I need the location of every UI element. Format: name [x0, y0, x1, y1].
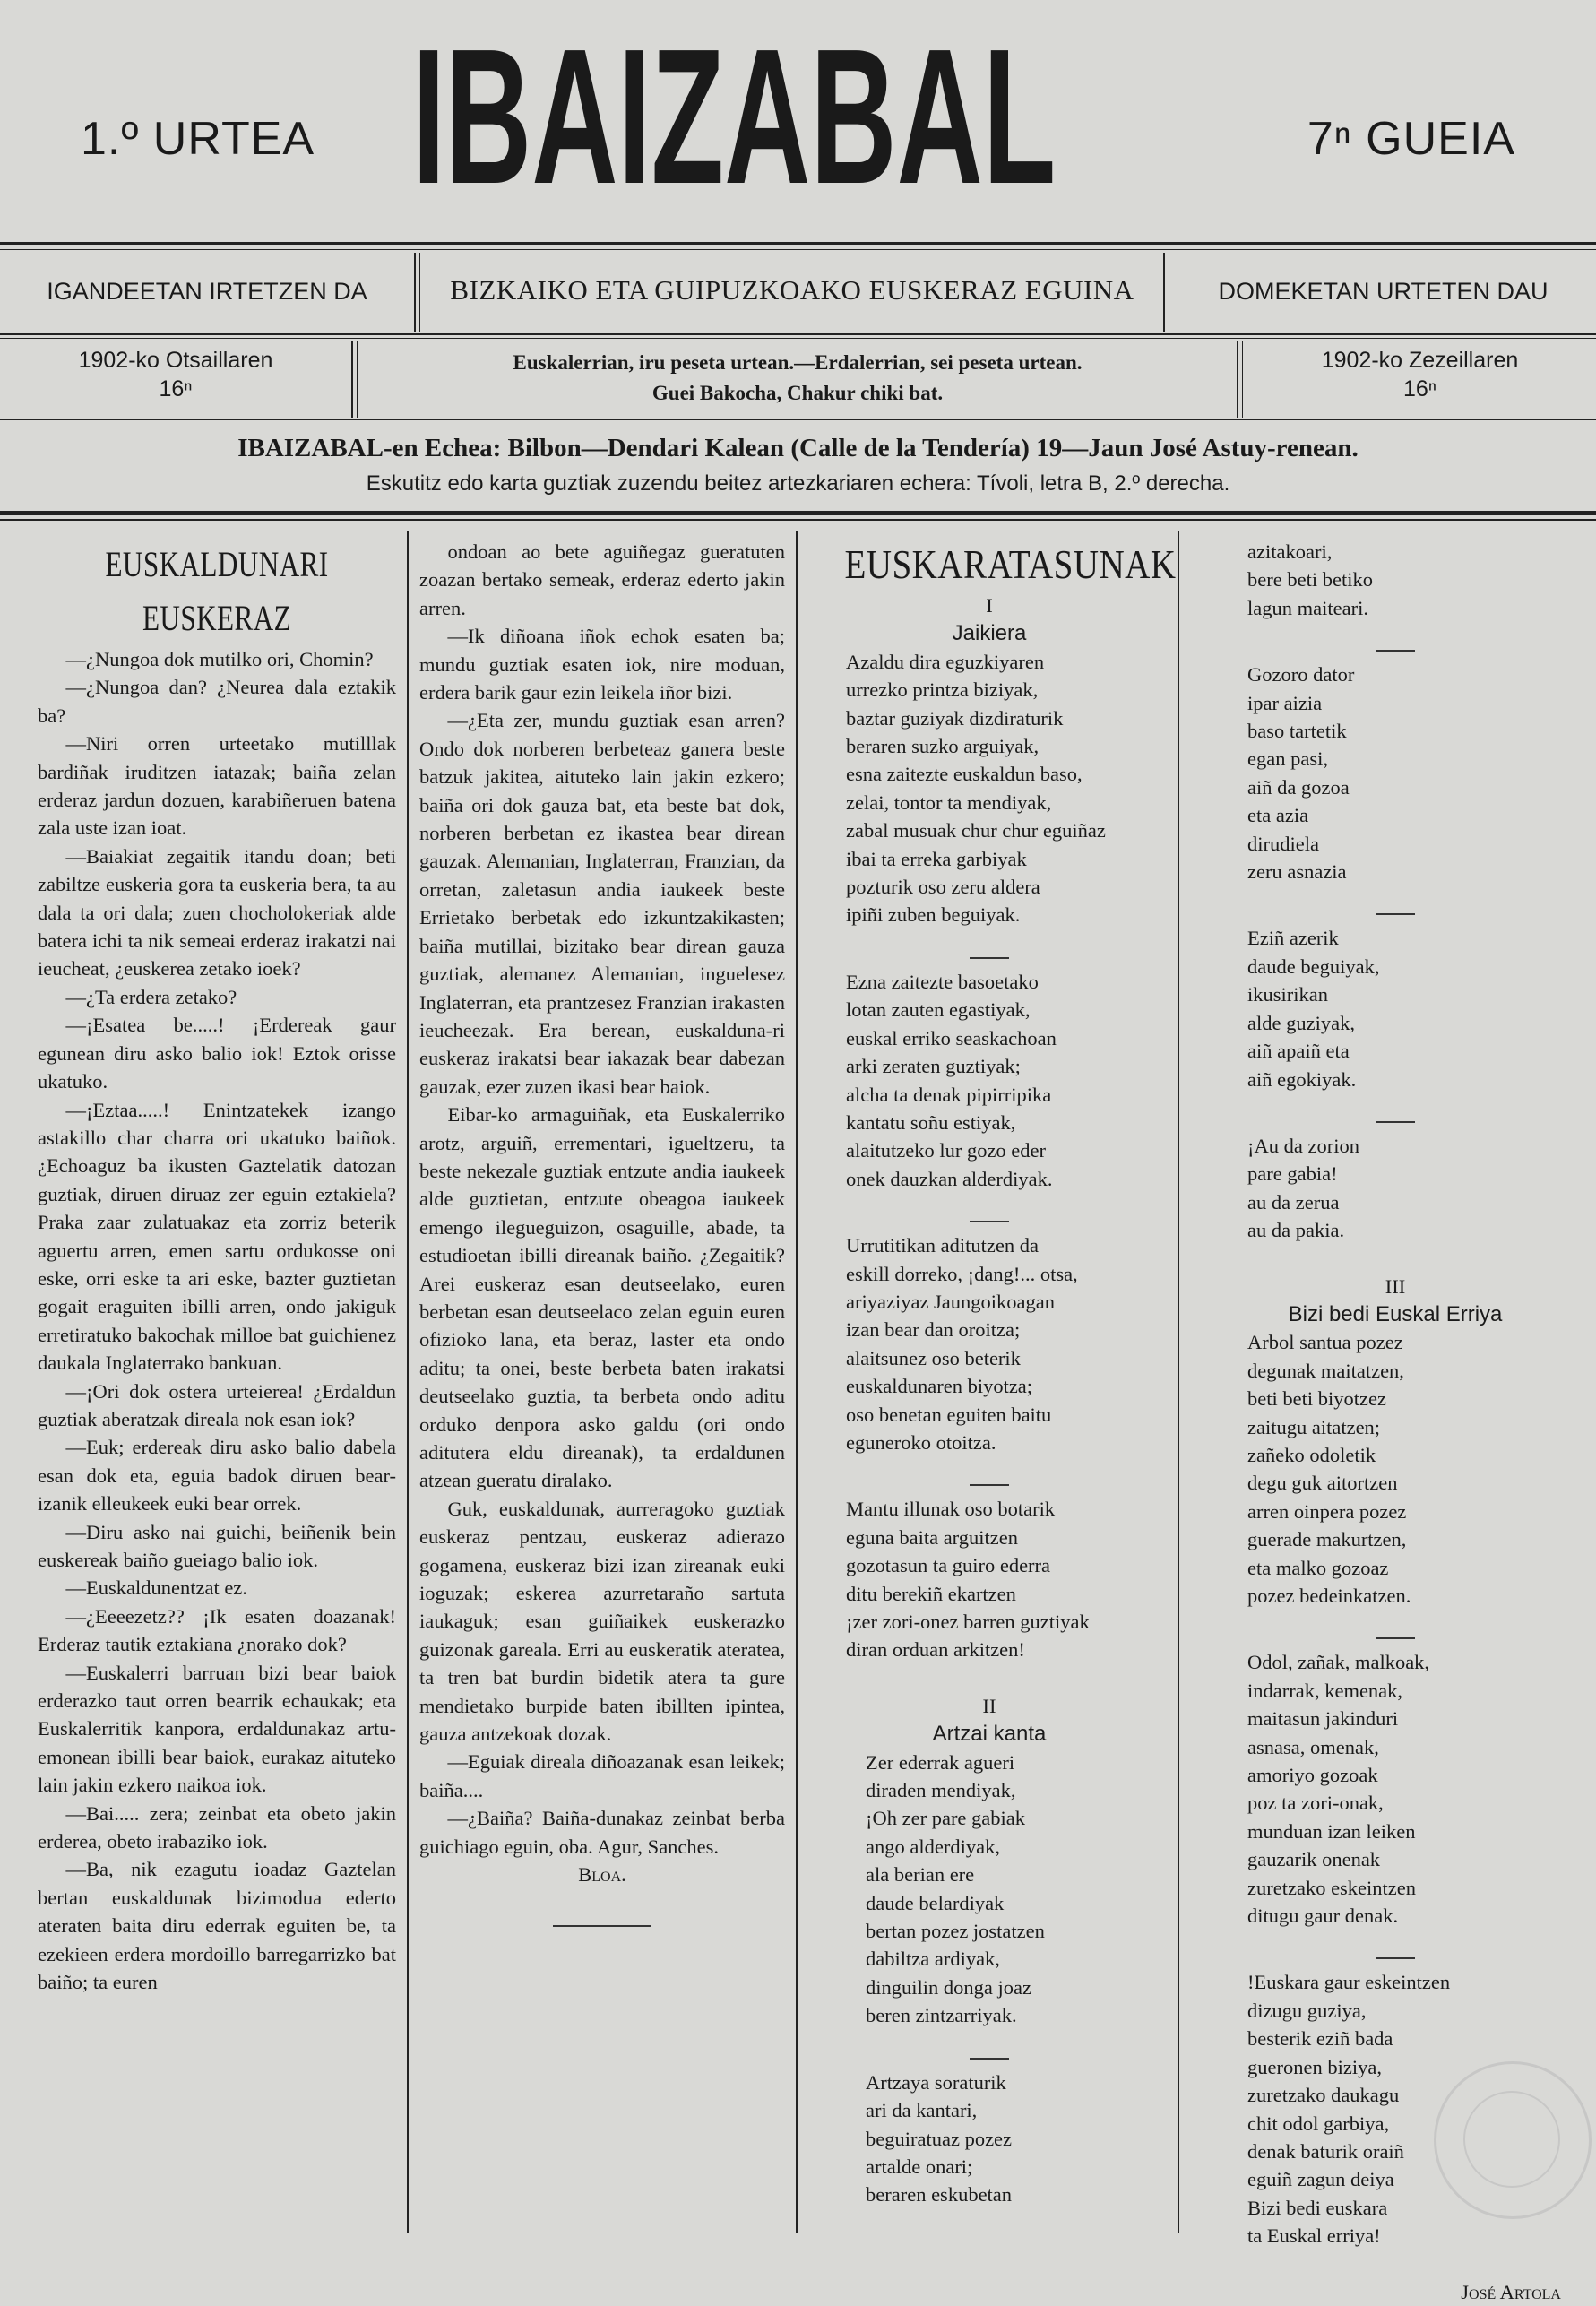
stanza-divider: [1376, 1637, 1415, 1639]
verse-line: guerade makurtzen,: [1247, 1528, 1407, 1551]
verse-line: artalde onari;: [866, 2155, 973, 2178]
date-right-line2: 16ⁿ: [1403, 376, 1436, 402]
verse-line: ditu berekiñ ekartzen: [846, 1582, 1016, 1605]
section-title: Bizi bedi Euskal Erriya: [1288, 1301, 1503, 1326]
article-end-rule: [553, 1925, 651, 1927]
paragraph: —Niri orren urteetako mutilllak bardiñak iruditzen iatazak; baiña zelan erderaz jardun dozuen, karabiñeruen batena zala uste izan ioat.: [38, 732, 396, 840]
verse-line: pozez bedeinkatzen.: [1247, 1585, 1411, 1607]
verse-line: besterik eziñ bada: [1247, 2027, 1393, 2051]
poem-continued: [1221, 538, 1570, 2306]
stanza-divider: [1376, 913, 1415, 915]
address-rule-thin: [0, 519, 1596, 521]
verse-line: poz ta zori-onak,: [1247, 1792, 1384, 1815]
verse-line: beraren eskubetan: [866, 2183, 1013, 2207]
office-address: IBAIZABAL-en Echea: Bilbon—Dendari Kalean (Calle de la Tendería) 19—Jaun José Astuy-renean.: [237, 434, 1359, 462]
dates-divider: [351, 341, 353, 418]
verse-line: alde guziyak,: [1247, 1011, 1355, 1034]
verse-line: eguna baita arguitzen: [846, 1525, 1018, 1549]
stanza: [1221, 1328, 1570, 1610]
section-numeral: I: [986, 594, 993, 617]
stanza: [819, 648, 1160, 929]
verse-line: baztar guziyak dizdiraturik: [846, 706, 1064, 730]
dates-divider: [357, 341, 358, 418]
dates-rule: [0, 419, 1596, 420]
address-rule: [0, 511, 1596, 515]
paragraph: —¿Nungoa dan? ¿Neurea dala eztakik ba?: [38, 676, 396, 727]
stanza-divider: [1376, 1957, 1415, 1959]
verse-line: aiñ egokiyak.: [1247, 1067, 1357, 1091]
verse-line: ala berian ere: [866, 1863, 975, 1887]
verse-line: bertan pozez jostatzen: [866, 1920, 1045, 1943]
dates-divider: [1237, 341, 1238, 418]
section-numeral: II: [982, 1694, 996, 1717]
poem-signature: José Artola: [1461, 2280, 1561, 2303]
section-numeral: III: [1385, 1274, 1406, 1298]
band-divider: [414, 253, 416, 332]
verse-line: Ezna zaitezte basoetako: [846, 970, 1039, 993]
stanza: [1221, 924, 1570, 1093]
paragraph: ondoan ao bete aguiñegaz gueratuten zoazan bertako semeak, erderaz ederto jakin arren.: [419, 540, 785, 619]
verse-line: !Euskara gaur eskeintzen: [1247, 1971, 1451, 1994]
verse-line: arki zeraten guztiyak;: [846, 1055, 1021, 1078]
masthead-rule-thin: [0, 249, 1596, 250]
title-letter: A: [531, 8, 618, 224]
article-signature: Bloa.: [578, 1863, 626, 1887]
band-rule: [0, 333, 1596, 335]
column-divider: [796, 531, 798, 2233]
paragraph: Eibar-ko armaguiñak, eta Euskalerriko arotz, arguiñ, errementari, igueltzeru, ta beste nekezale guztiak entzute andia iaukeek alde guztietan, entzute obeagoa iaukeek emengo ilegueguizon, osaguille, abade, ta estudioetan ibilli direanak baiño. ¿Zegaitik? Arei euskeraz esan deutseelako, euren berbetan esan deutseelaco zelan eguin euren ofizioko lana, eta beraz, laster eta ondo aditu; ta onei, beste berbeta baten irakatsi deutseelako guztia, ta berbeta ondo aditu orduko denpora asko galdu (ori ondo aditutera eldu direanak), ta erdaldunen atzean gueratu diralako.: [419, 1103, 785, 1492]
section-title: Artzai kanta: [932, 1722, 1047, 1747]
verse-line: chit odol garbiya,: [1247, 2112, 1390, 2135]
poem-part: [1221, 538, 1570, 1245]
verse-line: amoriyo gozoak: [1247, 1764, 1378, 1787]
verse-line: beraren suzko arguiyak,: [846, 735, 1040, 758]
masthead-rule: [0, 242, 1596, 245]
stanza-divider: [970, 2058, 1009, 2060]
verse-line: degu guk aitortzen: [1247, 1472, 1398, 1495]
verse-line: zeru asnazia: [1247, 860, 1347, 884]
stanza: [819, 2068, 1160, 2209]
stanza: [819, 968, 1160, 1193]
verse-line: gueronen biziya,: [1247, 2055, 1382, 2078]
verse-line: zabal musuak chur chur eguiñaz: [846, 819, 1106, 842]
column-divider: [1178, 531, 1179, 2233]
stanza-divider: [970, 1484, 1009, 1486]
verse-line: asnasa, omenak,: [1247, 1735, 1379, 1758]
verse-line: Arbol santua pozez: [1247, 1331, 1403, 1354]
paragraph: —Euk; erdereak diru asko balio dabela esan dok eta, eguia badok diruen bear-izanik elleukeek euki bear orrek.: [38, 1436, 396, 1516]
article-body: [38, 645, 396, 1997]
stanza: [819, 1495, 1160, 1663]
verse-line: ikusirikan: [1247, 983, 1328, 1006]
verse-line: Artzaya soraturik: [866, 2070, 1006, 2094]
verse-line: lotan zauten egastiyak,: [846, 998, 1031, 1022]
verse-line: alcha ta denak pipirripika: [846, 1083, 1052, 1106]
publication-subtitle: BIZKAIKO ETA GUIPUZKOAKO EUSKERAZ EGUINA: [450, 274, 1134, 306]
verse-line: zaitugu aitatzen;: [1247, 1415, 1381, 1438]
title-letter: Z: [651, 8, 725, 224]
verse-line: aiñ apaiñ eta: [1247, 1040, 1350, 1063]
paragraph: —Ik diñoana iñok echok esaten ba; mundu guztiak esaten iok, nire moduan, erdera barik gaur ezin leikela iñor bizi.: [419, 625, 785, 704]
verse-line: Urrutitikan aditutzen da: [846, 1234, 1039, 1257]
newspaper-title: [412, 8, 1057, 224]
verse-line: beti beti biyotzez: [1247, 1387, 1386, 1411]
publication-day-basque-1: IGANDEETAN IRTETZEN DA: [47, 278, 367, 305]
date-left-line1: 1902-ko Otsaillaren: [78, 348, 273, 373]
paragraph: —Ba, nik ezagutu ioadaz Gaztelan bertan euskaldunak bizimodua ederto ateraten baita diru ederrak eguiten be, ta ezekieen erdera mordoillo barregarrizko bat baiño; ta euren: [38, 1858, 396, 1994]
date-right: [1244, 346, 1596, 403]
verse-line: esna zaitezte euskaldun baso,: [846, 763, 1083, 786]
paragraph: —Euskalerri barruan bizi bear baiok erderazko taut orren bearrik echaukak; eta Euskalerritik kanpora, erdaldunakaz artu-emonean ibilli bear baiok, eurakaz aituteko lain jakin ezkero naikoa iok.: [38, 1661, 396, 1797]
verse-line: zuretzako eskeintzen: [1247, 1876, 1417, 1899]
verse-line: Zer ederrak agueri: [866, 1750, 1015, 1774]
verse-line: pare gabia!: [1247, 1162, 1338, 1186]
paragraph: —¿Nungoa dok mutilko ori, Chomin?: [65, 648, 374, 670]
stanza: [819, 1749, 1160, 2030]
verse-line: Gozoro dator: [1247, 663, 1355, 687]
verse-line: arren oinpera pozez: [1247, 1499, 1407, 1523]
verse-line: maitasun jakinduri: [1247, 1707, 1399, 1731]
title-letter: L: [982, 8, 1057, 224]
paragraph: —¡Eztaa.....! Enintzatekek izango astakillo char charra ori ukatuko baiñok. ¿Echoaguz ba ikusten Gaztelatik datozan guztiak, diruen diruaz zer eguin eztakiela? Praka zaar zulatuakaz eta zorriz beterik aguertu arren, emen sartu ordukosse oni eske, orri eske ta ari eske, bazter guztietan gogait eraguiten ibilli arren, ondo jakiguk erretiratuko bakochak milloe bat guichienez daukala Inglaterrako bankuan.: [38, 1098, 396, 1375]
dates-divider: [1242, 341, 1243, 418]
subscription-info: [358, 348, 1237, 409]
library-stamp: [1434, 2061, 1592, 2219]
title-letter: B: [810, 8, 897, 224]
verse-line: diran orduan arkitzen!: [846, 1638, 1025, 1662]
verse-line: eguneroko otoitza.: [846, 1430, 996, 1454]
verse-line: eskill dorreko, ¡dang!... otsa,: [846, 1262, 1078, 1285]
paragraph: —¿Eta zer, mundu guztiak esan arren? Ondo dok norberen berbeteaz ganera beste batzuk jakitea, aituteko lain jakin ezkero; baiña ori dok gauza bat, eta beste bat dok, norberen berbetan ez ikastea bear direan gauzak. Alemanian, Inglaterran, Franzian, da orretan, zaletasun andia iaukeek beste Errietako berbetak edo izkuntzakikasten; baiña mutillai, bizitako bear direan gauza guztiak, alemanez Alemanian, inguelesez Inglaterran, eta prantzesez Franzian irakasten ieucheezak. Era berean, euskalduna-ri euskeraz irakatsi bear iakazak bear dabezan gauzak, ezer zuzen ikasi bear baiok.: [419, 709, 785, 1098]
poem-part: [819, 648, 1160, 1664]
year-label: 1.º URTEA: [81, 113, 315, 165]
article-heading: EUSKALDUNARI EUSKERAZ: [105, 544, 329, 638]
paragraph: —¿Eeeezetz?? ¡Ik esaten doazanak! Erderaz tautik eztakiana ¿norako dok?: [38, 1604, 396, 1656]
band-rule-thin: [0, 338, 1596, 339]
paragraph: —¡Esatea be.....! ¡Erdereak gaur egunean diru asko balio iok! Eztok orisse ukatuko.: [38, 1014, 396, 1093]
subscription-line2: Guei Bakocha, Chakur chiki bat.: [651, 382, 944, 404]
stanza: [1221, 538, 1570, 622]
verse-line: lagun maiteari.: [1247, 596, 1368, 619]
stanza: [1221, 661, 1570, 885]
correspondence-note: Eskutitz edo karta guztiak zuzendu beitez artezkariaren echera: Tívoli, letra B, 2.º derecha.: [366, 471, 1230, 496]
verse-line: indarrak, kemenak,: [1247, 1679, 1403, 1702]
verse-line: ¡zer zori-onez barren guztiyak: [846, 1611, 1090, 1633]
poem-heading: EUSKARATASUNAK: [844, 541, 1177, 587]
verse-line: diraden mendiyak,: [866, 1779, 1016, 1802]
verse-line: ipiñi zuben beguiyak.: [846, 903, 1021, 927]
verse-line: dirudiela: [1247, 832, 1319, 855]
verse-line: zelai, tontor ta mendiyak,: [846, 790, 1052, 814]
paragraph: Guk, euskaldunak, aurreragoko guztiak euskeraz pentzau, euskeraz adierazo gogamena, euskeraz bizi izan zireanak euki ioguzak; eskerea azurretaraño sartuta iaukaguk; esan guiñaikek euskerazko guizonak gareala. Erri au euskeratik ateratea, ta tren bat burdin bidetik atera ta gure mendietako burpide baten ibillten ipintea, gauza antzekoak dozak.: [419, 1497, 785, 1746]
verse-line: bere beti betiko: [1247, 568, 1373, 592]
verse-line: Odol, zañak, malkoak,: [1247, 1651, 1430, 1674]
paragraph: —Baiakiat zegaitik itandu doan; beti zabiltze euskeria gora ta euskeria bera, ta au dala ta ori dala; zuen chocholokeriak alde batera ichi ta nik semeai erderaz irakatzi nai ieucheat, ¿euskerea zetako ioek?: [38, 844, 396, 980]
verse-line: beren zintzarriyak.: [866, 2004, 1017, 2027]
article-euskaldunari: [38, 538, 396, 1997]
verse-line: ¡Oh zer pare gabiak: [866, 1807, 1026, 1830]
title-letter: B: [445, 8, 532, 224]
verse-line: au da zerua: [1247, 1190, 1340, 1213]
verse-line: gauzarik onenak: [1247, 1848, 1381, 1871]
verse-line: dizugu guziya,: [1247, 1999, 1367, 2022]
paragraph: —Bai..... zera; zeinbat eta obeto jakin erderea, obeto irabaziko iok.: [38, 1801, 396, 1853]
publication-day-basque-2: DOMEKETAN URTETEN DAU: [1218, 278, 1549, 305]
verse-line: onek dauzkan alderdiyak.: [846, 1167, 1053, 1190]
verse-line: zañeko odoletik: [1247, 1443, 1376, 1466]
verse-line: gozotasun ta guiro ederra: [846, 1554, 1051, 1577]
title-letter: A: [896, 8, 983, 224]
verse-line: munduan izan leiken: [1247, 1819, 1416, 1843]
column-divider: [407, 531, 409, 2233]
verse-line: aiñ da gozoa: [1247, 775, 1350, 799]
verse-line: zuretzako daukagu: [1247, 2084, 1400, 2107]
poem-euskaratasunak: [819, 538, 1177, 2237]
stanza-divider: [1376, 1121, 1415, 1123]
verse-line: euskal erriko seaskachoan: [846, 1026, 1057, 1049]
verse-line: Mantu illunak oso botarik: [846, 1498, 1056, 1521]
verse-line: denak baturik oraiñ: [1247, 2139, 1404, 2163]
verse-line: degunak maitatzen,: [1247, 1359, 1404, 1382]
stanza-divider: [1376, 650, 1415, 652]
stanza: [819, 1231, 1160, 1456]
title-letter: A: [724, 8, 811, 224]
verse-line: beguiratuaz pozez: [866, 2127, 1013, 2150]
verse-line: au da pakia.: [1247, 1219, 1345, 1242]
verse-line: Bizi bedi euskara: [1247, 2196, 1388, 2219]
date-left: [0, 346, 351, 403]
verse-line: ¡Au da zorion: [1247, 1134, 1359, 1157]
band-divider: [419, 253, 420, 332]
poem-part: [819, 1749, 1160, 2209]
stanza: [1221, 1132, 1570, 1245]
verse-line: alaitsunez oso beterik: [846, 1346, 1021, 1369]
verse-line: egan pasi,: [1247, 747, 1328, 771]
verse-line: ipar aizia: [1247, 691, 1323, 714]
band-divider: [1163, 253, 1165, 332]
date-right-line1: 1902-ko Zezeillaren: [1321, 348, 1519, 373]
verse-line: azitakoari,: [1247, 540, 1333, 563]
verse-line: Eziñ azerik: [1247, 927, 1339, 950]
stanza-divider: [970, 1221, 1009, 1222]
article-body: [419, 538, 785, 1861]
issue-label: 7ⁿ GUEIA: [1307, 113, 1515, 165]
verse-line: daude belardiyak: [866, 1891, 1005, 1914]
verse-line: alaitutzeko lur gozo eder: [846, 1139, 1047, 1162]
paragraph: —Eguiak direala diñoazanak esan leikek; baiña....: [419, 1750, 785, 1801]
paragraph: —¿Baiña? Baiña-dunakaz zeinbat berba guichiago eguin, oba. Agur, Sanches.: [419, 1807, 785, 1858]
paragraph: —Euskaldunentzat ez.: [65, 1576, 247, 1600]
verse-line: dabiltza ardiyak,: [866, 1948, 1000, 1971]
stanza: [1221, 1648, 1570, 1930]
verse-line: ari da kantari,: [866, 2099, 978, 2122]
verse-line: baso tartetik: [1247, 720, 1347, 743]
paragraph: —Diru asko nai guichi, beiñenik bein euskereak baiño gueiago balio iok.: [38, 1520, 396, 1571]
verse-line: eta malko gozoaz: [1247, 1556, 1389, 1579]
verse-line: pozturik oso zeru aldera: [846, 876, 1040, 899]
verse-line: eguiñ zagun deiya: [1247, 2168, 1394, 2191]
verse-line: oso benetan eguiten baitu: [846, 1403, 1052, 1426]
verse-line: euskaldunaren biyotza;: [846, 1375, 1033, 1398]
stanza-divider: [970, 957, 1009, 959]
section-title: Jaikiera: [952, 621, 1027, 646]
verse-line: ditugu gaur denak.: [1247, 1904, 1399, 1928]
verse-line: Azaldu dira eguzkiyaren: [846, 650, 1045, 673]
verse-line: eta azia: [1247, 804, 1309, 827]
verse-line: ibai ta erreka garbiyak: [846, 847, 1027, 870]
title-letter: I: [412, 8, 446, 224]
article-euskaldunari-continued: [419, 538, 785, 1927]
paragraph: —¡Ori dok ostera urteierea! ¿Erdaldun guztiak aberatzak direala nok esan iok?: [38, 1379, 396, 1430]
subscription-line1: Euskalerrian, iru peseta urtean.—Erdalerrian, sei peseta urtean.: [513, 351, 1083, 374]
verse-line: ta Euskal erriya!: [1247, 2224, 1381, 2248]
verse-line: izan bear dan oroitza;: [846, 1318, 1021, 1342]
date-left-line2: 16ⁿ: [159, 376, 193, 402]
verse-line: ango alderdiyak,: [866, 1835, 1000, 1858]
verse-line: ariyaziyaz Jaungoikoagan: [846, 1290, 1056, 1313]
title-letter: I: [617, 8, 651, 224]
verse-line: urrezko printza biziyak,: [846, 678, 1039, 702]
verse-line: kantatu soñu estiyak,: [846, 1110, 1016, 1134]
paragraph: —¿Ta erdera zetako?: [65, 985, 237, 1008]
verse-line: daude beguiyak,: [1247, 954, 1380, 978]
verse-line: dinguilin donga joaz: [866, 1975, 1031, 1999]
